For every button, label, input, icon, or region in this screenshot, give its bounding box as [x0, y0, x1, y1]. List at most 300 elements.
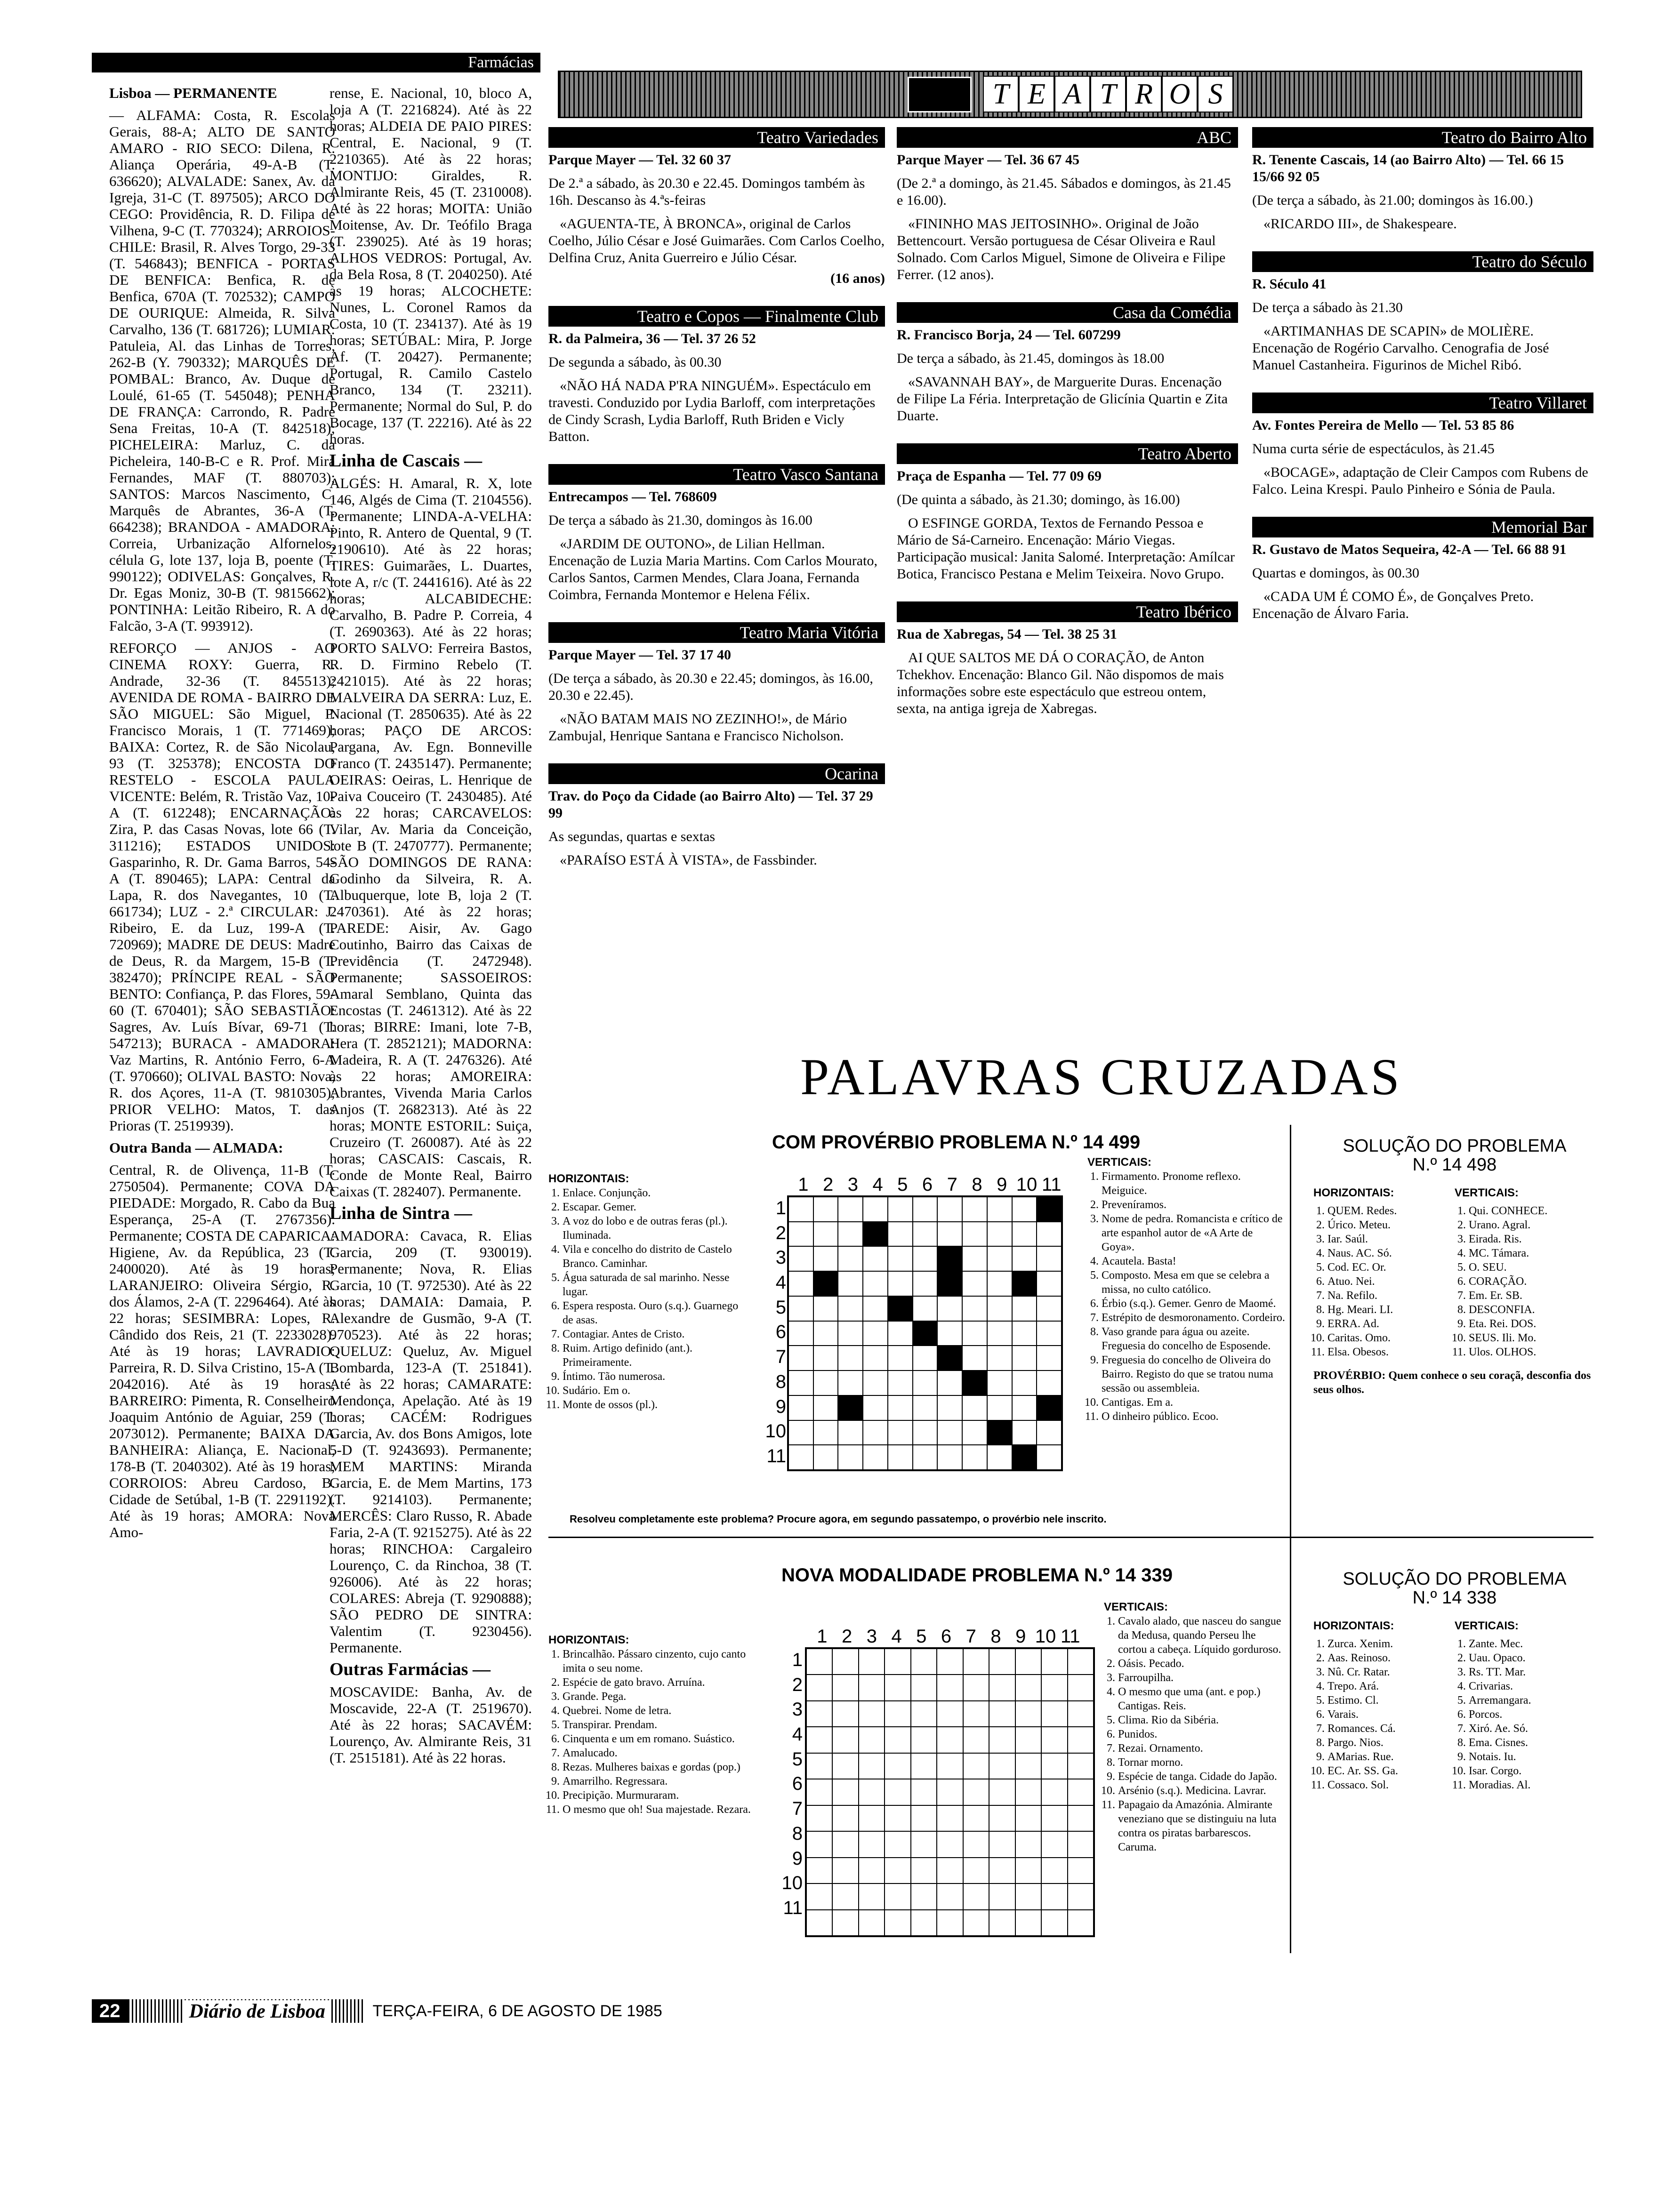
grid-cell[interactable] — [911, 1701, 937, 1727]
grid-cell[interactable] — [937, 1395, 962, 1420]
pharmacy-region-heading: Linha de Sintra — — [330, 1203, 473, 1223]
grid-cell[interactable] — [1068, 1805, 1094, 1831]
grid-cell[interactable] — [888, 1321, 913, 1346]
grid-cell[interactable] — [989, 1831, 1015, 1857]
grid-cell[interactable] — [937, 1883, 963, 1909]
grid-cell[interactable] — [989, 1649, 1015, 1675]
grid-cell[interactable] — [962, 1321, 987, 1346]
grid-cell[interactable] — [913, 1222, 938, 1247]
theatre-listing — [897, 443, 1238, 583]
grid-cell[interactable] — [838, 1222, 863, 1247]
clue-item: 9. Freguesia do concelho de Oliveira do Bairro. Registo do que se tratou numa sessão ou assembleia. — [1102, 1353, 1285, 1395]
grid-cell[interactable] — [911, 1649, 937, 1675]
theatre-play: «ARTIMANHAS DE SCAPIN» de MOLIÈRE. Encenação de Rogério Carvalho. Cenografia de José Manuel Castanheira. Figurinos de Michel Ribó. — [1252, 323, 1549, 373]
grid-cell[interactable] — [885, 1910, 910, 1936]
clue-item: 10. Precipição. Murmuraram. — [563, 1788, 756, 1803]
grid-cell[interactable] — [885, 1701, 910, 1727]
grid-cell[interactable] — [987, 1197, 1012, 1222]
grid-cell[interactable] — [911, 1831, 937, 1857]
grid-col-number: 6 — [941, 1626, 952, 1647]
theatre-address: R. Francisco Borja, 24 — Tel. 607299 — [897, 327, 1121, 343]
grid-cell[interactable] — [859, 1883, 885, 1909]
grid-cell[interactable] — [937, 1805, 963, 1831]
grid-cell[interactable] — [937, 1701, 963, 1727]
grid-cell[interactable] — [859, 1701, 885, 1727]
grid-cell[interactable] — [1068, 1753, 1094, 1779]
grid-cell[interactable] — [859, 1805, 885, 1831]
grid-cell[interactable] — [1015, 1727, 1041, 1753]
grid-cell[interactable] — [788, 1370, 813, 1395]
grid-cell[interactable] — [888, 1246, 913, 1271]
grid-cell[interactable] — [1012, 1197, 1037, 1222]
grid-cell[interactable] — [963, 1727, 989, 1753]
grid-cell[interactable] — [859, 1858, 885, 1883]
solution1 — [1313, 1136, 1596, 1397]
grid-cell[interactable] — [1041, 1883, 1067, 1909]
grid-cell[interactable] — [911, 1805, 937, 1831]
grid-cell[interactable] — [1068, 1910, 1094, 1936]
clue-item: 4. MC. Támara. — [1469, 1246, 1596, 1260]
theatre-name: Teatro do Século — [1252, 251, 1593, 272]
grid-cell[interactable] — [813, 1370, 838, 1395]
grid-cell[interactable] — [1041, 1805, 1067, 1831]
grid-cell[interactable] — [1015, 1910, 1041, 1936]
grid-cell[interactable] — [937, 1649, 963, 1675]
grid-cell[interactable] — [1037, 1271, 1062, 1296]
grid-cell[interactable] — [987, 1346, 1012, 1370]
theatre-age-rating: (16 anos) — [830, 271, 885, 286]
grid-cell[interactable] — [963, 1779, 989, 1805]
grid-cell[interactable] — [962, 1395, 987, 1420]
grid-cell[interactable] — [832, 1858, 858, 1883]
grid-cell[interactable] — [838, 1246, 863, 1271]
grid-block — [937, 1271, 962, 1296]
grid-cell[interactable] — [813, 1246, 838, 1271]
grid-cell[interactable] — [962, 1445, 987, 1470]
grid-cell[interactable] — [1012, 1346, 1037, 1370]
problem2-horizontal-clues — [548, 1633, 756, 1817]
theatre-play: «RICARDO III», de Shakespeare. — [1263, 216, 1457, 232]
grid-cell[interactable] — [963, 1831, 989, 1857]
grid-cell[interactable] — [937, 1831, 963, 1857]
grid-cell[interactable] — [885, 1831, 910, 1857]
grid-cell[interactable] — [788, 1445, 813, 1470]
grid-cell[interactable] — [885, 1675, 910, 1700]
grid-cell[interactable] — [888, 1370, 913, 1395]
grid-cell[interactable] — [962, 1246, 987, 1271]
grid-cell[interactable] — [962, 1271, 987, 1296]
grid-cell[interactable] — [806, 1831, 832, 1857]
grid-col-number: 2 — [822, 1174, 834, 1195]
grid-cell[interactable] — [859, 1831, 885, 1857]
grid-cell[interactable] — [913, 1370, 938, 1395]
theatre-play: «NÃO HÁ NADA P'RA NINGUÉM». Espectáculo em travesti. Conduzido por Lydia Barloff, com interpretações de Cindy Scrash, Lydia Barloff, Ruth Briden e Vicly Batton. — [548, 378, 876, 444]
grid-cell[interactable] — [937, 1727, 963, 1753]
clue-item: 1. Zurca. Xenim. — [1327, 1637, 1455, 1651]
grid-block — [937, 1346, 962, 1370]
grid-cell[interactable] — [863, 1246, 888, 1271]
grid-cell[interactable] — [937, 1445, 962, 1470]
grid-cell[interactable] — [863, 1321, 888, 1346]
grid-cell[interactable] — [963, 1649, 989, 1675]
grid-cell[interactable] — [806, 1910, 832, 1936]
theatre-address: Parque Mayer — Tel. 32 60 37 — [548, 152, 732, 168]
grid-cell[interactable] — [1015, 1753, 1041, 1779]
grid-col-number: 10 — [1016, 1174, 1038, 1195]
grid-cell[interactable] — [806, 1675, 832, 1700]
grid-cell[interactable] — [963, 1910, 989, 1936]
crossword-grid-1[interactable] — [787, 1195, 1063, 1471]
grid-cell[interactable] — [1015, 1675, 1041, 1700]
grid-cell[interactable] — [1015, 1883, 1041, 1909]
grid-cell[interactable] — [788, 1346, 813, 1370]
grid-cell[interactable] — [813, 1346, 838, 1370]
grid-cell[interactable] — [913, 1197, 938, 1222]
grid-cell[interactable] — [963, 1858, 989, 1883]
grid-cell[interactable] — [1012, 1321, 1037, 1346]
grid-cell[interactable] — [806, 1649, 832, 1675]
theatre-listing — [548, 763, 885, 869]
grid-cell[interactable] — [1041, 1701, 1067, 1727]
clue-item: 9. Notais. Iu. — [1469, 1750, 1596, 1764]
grid-cell[interactable] — [963, 1805, 989, 1831]
grid-cell[interactable] — [863, 1197, 888, 1222]
grid-cell[interactable] — [913, 1346, 938, 1370]
grid-cell[interactable] — [913, 1246, 938, 1271]
grid-cell[interactable] — [1037, 1246, 1062, 1271]
grid-cell[interactable] — [911, 1883, 937, 1909]
teatros-banner-letters — [983, 76, 1233, 112]
grid-row-number: 6 — [792, 1773, 803, 1795]
grid-cell[interactable] — [989, 1910, 1015, 1936]
grid-cell[interactable] — [832, 1701, 858, 1727]
theatre-name: Casa da Comédia — [897, 302, 1238, 323]
grid-col-number: 11 — [1060, 1626, 1080, 1647]
grid-cell[interactable] — [1068, 1831, 1094, 1857]
grid-cell[interactable] — [806, 1727, 832, 1753]
grid-cell[interactable] — [832, 1727, 858, 1753]
grid-cell[interactable] — [1037, 1445, 1062, 1470]
grid-cell[interactable] — [1012, 1395, 1037, 1420]
grid-cell[interactable] — [1015, 1649, 1041, 1675]
grid-cell[interactable] — [859, 1675, 885, 1700]
grid-cell[interactable] — [888, 1271, 913, 1296]
grid-cell[interactable] — [813, 1420, 838, 1445]
grid-cell[interactable] — [1041, 1675, 1067, 1700]
grid-cell[interactable] — [838, 1370, 863, 1395]
banner-letter: O — [1162, 76, 1198, 112]
grid-cell[interactable] — [885, 1649, 910, 1675]
grid-row-number: 2 — [775, 1222, 786, 1243]
grid-cell[interactable] — [859, 1779, 885, 1805]
grid-cell[interactable] — [1041, 1753, 1067, 1779]
grid-cell[interactable] — [859, 1753, 885, 1779]
grid-cell[interactable] — [963, 1883, 989, 1909]
clue-item: 1. Enlace. Conjunção. — [563, 1186, 746, 1200]
grid-cell[interactable] — [1012, 1296, 1037, 1321]
grid-cell[interactable] — [989, 1805, 1015, 1831]
grid-cell[interactable] — [838, 1420, 863, 1445]
grid-cell[interactable] — [989, 1701, 1015, 1727]
grid-cell[interactable] — [937, 1753, 963, 1779]
clue-item: 2. Oásis. Pecado. — [1118, 1657, 1285, 1671]
grid-cell[interactable] — [888, 1346, 913, 1370]
grid-cell[interactable] — [806, 1883, 832, 1909]
pharmacy-list: REFORÇO — ANJOS - AO CINEMA ROXY: Guerra, R. Andrade, 32-36 (T. 845513); AVENIDA DE ROMA - BAIRRO DE SÃO MIGUEL: São Miguel, P. Francisco Morais, 1 (T. 771469); BAIXA: Cortez, R. de São Nicolau, 93 (T. 325378); ENCOSTA DO RESTELO - ESCOLA PAULA VICENTE: Belém, R. Tristão Vaz, 10-A (T. 612248); ENCARNAÇÃO: Zira, P. das Casas Novas, lote 66 (T. 311216); ESTADOS UNIDOS: Gasparinho, R. Dr. Gama Barros, 54-A (T. 890465); LAPA: Central da Lapa, R. dos Navegantes, 10 (T. 661734); LUZ - 2.ª CIRCULAR: J. Ribeiro, E. da Luz, 199-A (T. 720969); MADRE DE DEUS: Madre de Deus, R. da Margem, 15-B (T. 382470); PRÍNCIPE REAL - SÃO BENTO: Confiança, P. das Flores, 59-60 (T. 670401); SÃO SEBASTIÃO: Sagres, Av. Luís Bívar, 69-71 (T. 547213); BURACA - AMADORA: Vaz Martins, R. António Ferro, 6-A (T. 970660); OLIVAL BASTO: Nova, R. dos Açores, 11-A (T. 9810305); PRIOR VELHO: Matos, T. das Prioras (T. 2519939). — [109, 640, 335, 1134]
grid-cell[interactable] — [913, 1395, 938, 1420]
clue-item: 2. Escapar. Gemer. — [563, 1200, 746, 1214]
grid-cell[interactable] — [937, 1910, 963, 1936]
grid-cell[interactable] — [911, 1675, 937, 1700]
grid-cell[interactable] — [838, 1445, 863, 1470]
grid-cell[interactable] — [937, 1197, 962, 1222]
grid-cell[interactable] — [885, 1727, 910, 1753]
grid-cell[interactable] — [1041, 1858, 1067, 1883]
grid-cell[interactable] — [788, 1271, 813, 1296]
grid-cell[interactable] — [1015, 1779, 1041, 1805]
grid-cell[interactable] — [863, 1395, 888, 1420]
theatre-listing — [1252, 127, 1593, 232]
grid-cell[interactable] — [859, 1727, 885, 1753]
grid-cell[interactable] — [987, 1321, 1012, 1346]
grid-cell[interactable] — [788, 1321, 813, 1346]
grid-cell[interactable] — [963, 1675, 989, 1700]
grid-cell[interactable] — [863, 1271, 888, 1296]
grid-cell[interactable] — [788, 1420, 813, 1445]
grid-cell[interactable] — [832, 1831, 858, 1857]
theatre-name: Teatro Villaret — [1252, 393, 1593, 413]
grid-cell[interactable] — [859, 1649, 885, 1675]
theatre-listing — [1252, 517, 1593, 622]
grid-cell[interactable] — [863, 1296, 888, 1321]
grid-cell[interactable] — [1041, 1910, 1067, 1936]
grid-cell[interactable] — [1068, 1649, 1094, 1675]
theatre-name: Teatro do Bairro Alto — [1252, 127, 1593, 148]
grid-col-number: 10 — [1035, 1626, 1056, 1647]
grid-cell[interactable] — [937, 1296, 962, 1321]
clue-item: 6. Varais. — [1327, 1707, 1455, 1722]
grid-cell[interactable] — [987, 1370, 1012, 1395]
grid-cell[interactable] — [962, 1346, 987, 1370]
grid-cell[interactable] — [838, 1346, 863, 1370]
grid-cell[interactable] — [832, 1805, 858, 1831]
grid-cell[interactable] — [937, 1858, 963, 1883]
grid-cell[interactable] — [1037, 1222, 1062, 1247]
grid-cell[interactable] — [788, 1395, 813, 1420]
grid-cell[interactable] — [937, 1222, 962, 1247]
grid-cell[interactable] — [885, 1858, 910, 1883]
grid-cell[interactable] — [832, 1753, 858, 1779]
grid-cell[interactable] — [987, 1222, 1012, 1247]
grid-cell[interactable] — [913, 1445, 938, 1470]
grid-cell[interactable] — [1037, 1370, 1062, 1395]
grid-block — [937, 1246, 962, 1271]
grid-cell[interactable] — [911, 1753, 937, 1779]
grid-cell[interactable] — [913, 1271, 938, 1296]
grid-cell[interactable] — [987, 1246, 1012, 1271]
grid-cell[interactable] — [885, 1883, 910, 1909]
grid-cell[interactable] — [813, 1222, 838, 1247]
grid-cell[interactable] — [859, 1910, 885, 1936]
theatre-name: Teatro Variedades — [548, 127, 885, 148]
clue-item: 6. Punidos. — [1118, 1727, 1285, 1741]
clue-item: 4. Quebrei. Nome de letra. — [563, 1704, 756, 1718]
pharmacy-list: Central, R. de Olivença, 11-B (T. 2750504). Permanente; COVA DA PIEDADE: Morgado, R. Cabo da Bua Esperança, 25-A (T. 2767356). Permanente; COSTA DE CAPARICA: Higiene, Av. da República, 23 (T. 2400020). Até às 19 horas; LARANJEIRO: Oliveira Sérgio, R. dos Álamos, 2-A (T. 2296464). Até às 22 horas; SESIMBRA: Lopes, R. Cândido dos Reis, 21 (T. 2233028). Até às 19 horas; LAVRADIO: Parreira, R. D. Silva Cristino, 15-A (T. 2042016). Até às 19 horas; BARREIRO: Pimenta, R. Conselheiro Joaquim António de Aguiar, 259 (T. 2073012). Permanente; BAIXA DA BANHEIRA: Aliança, E. Nacional, 178-B (T. 2040302). Até às 19 horas; CORROIOS: Abreu Cardoso, B. Cidade de Setúbal, 1-B (T. 2291192). Até às 19 horas; AMORA: Nova Amo- — [109, 1162, 335, 1540]
grid-cell[interactable] — [989, 1675, 1015, 1700]
grid-cell[interactable] — [1068, 1883, 1094, 1909]
grid-cell[interactable] — [813, 1197, 838, 1222]
grid-cell[interactable] — [911, 1858, 937, 1883]
grid-cell[interactable] — [838, 1197, 863, 1222]
grid-cell[interactable] — [863, 1420, 888, 1445]
solution2-v-label: VERTICAIS: — [1455, 1619, 1519, 1632]
pharmacy-list: MOSCAVIDE: Banha, Av. de Moscavide, 22-A (T. 2519670). Até às 22 horas; SACAVÉM: Lourenço, Av. Almirante Reis, 31 (T. 2515181). Até às 22 horas. — [330, 1683, 532, 1766]
grid-cell[interactable] — [989, 1779, 1015, 1805]
clue-item: 1. Brincalhão. Pássaro cinzento, cujo canto imita o seu nome. — [563, 1647, 756, 1675]
grid-cell[interactable] — [962, 1197, 987, 1222]
grid-cell[interactable] — [1041, 1727, 1067, 1753]
grid-cell[interactable] — [813, 1445, 838, 1470]
grid-cell[interactable] — [788, 1197, 813, 1222]
grid-cell[interactable] — [1015, 1858, 1041, 1883]
grid-cell[interactable] — [963, 1753, 989, 1779]
grid-cell[interactable] — [1012, 1420, 1037, 1445]
grid-cell[interactable] — [863, 1346, 888, 1370]
grid-cell[interactable] — [888, 1395, 913, 1420]
grid-cell[interactable] — [832, 1883, 858, 1909]
grid-cell[interactable] — [832, 1779, 858, 1805]
problem1-horizontal-clues — [548, 1172, 746, 1412]
grid-cell[interactable] — [937, 1420, 962, 1445]
grid-cell[interactable] — [1012, 1370, 1037, 1395]
grid-cell[interactable] — [1041, 1779, 1067, 1805]
grid-cell[interactable] — [987, 1296, 1012, 1321]
grid-cell[interactable] — [989, 1883, 1015, 1909]
grid-cell[interactable] — [863, 1370, 888, 1395]
grid-cell[interactable] — [913, 1296, 938, 1321]
grid-cell[interactable] — [806, 1779, 832, 1805]
grid-cell[interactable] — [806, 1858, 832, 1883]
grid-cell[interactable] — [1068, 1701, 1094, 1727]
grid-cell[interactable] — [1037, 1321, 1062, 1346]
grid-cell[interactable] — [937, 1779, 963, 1805]
grid-cell[interactable] — [1068, 1727, 1094, 1753]
grid-cell[interactable] — [813, 1296, 838, 1321]
grid-cell[interactable] — [888, 1197, 913, 1222]
grid-cell[interactable] — [806, 1701, 832, 1727]
grid-cell[interactable] — [962, 1420, 987, 1445]
grid-cell[interactable] — [1037, 1420, 1062, 1445]
grid-cell[interactable] — [911, 1779, 937, 1805]
grid-cell[interactable] — [838, 1271, 863, 1296]
clue-item: 3. Rs. TT. Mar. — [1469, 1665, 1596, 1679]
grid-cell[interactable] — [885, 1805, 910, 1831]
grid-cell[interactable] — [1037, 1296, 1062, 1321]
grid-cell[interactable] — [987, 1445, 1012, 1470]
grid-cell[interactable] — [838, 1296, 863, 1321]
grid-cell[interactable] — [937, 1675, 963, 1700]
theatre-address: Praça de Espanha — Tel. 77 09 69 — [897, 468, 1102, 484]
grid-cell[interactable] — [937, 1321, 962, 1346]
grid-cell[interactable] — [863, 1445, 888, 1470]
pharmacy-list: ALGÉS: H. Amaral, R. X, lote 146, Algés de Cima (T. 2104556). Permanente; LINDA-A-VELHA: Pinto, R. Antero de Quental, 9 (T. 2190610). Até às 22 horas; TIRES: Guimarães, L. Duartes, lote A, r/c (T. 2441616). Até às 22 horas; ALCABIDECHE: Carvalho, B. Padre P. Correia, 4 (T. 2690363). Até às 22 horas; PORTO SALVO: Ferreira Bastos, R. D. Firmino Rebelo (T. 2421015). Até às 22 horas; MALVEIRA DA SERRA: Luz, E. Nacional (T. 2850635). Até às 22 horas; PAÇO DE ARCOS: Pargana, Av. Egn. Bonneville Franco (T. 2435147). Permanente; OEIRAS: Oeiras, L. Henrique de Paiva Couceiro (T. 2430485). Até às 22 horas; CARCAVELOS: Vilar, Av. Maria da Conceição, lote B (T. 2470777). Permanente; SÃO DOMINGOS DE RANA: Godinho da Silveira, R. A. Albuquerque, lote B, loja 2 (T. 2470361). Até às 22 horas; PAREDE: Aisir, Av. Gago Coutinho, Bairro das Caixas de Previdência (T. 2472948). Permanente; SASSOEIROS: Amaral Semblano, Quinta das Encostas (T. 2461312). Até às 22 horas; BIRRE: Imani, lote 7-B, Hera (T. 2852121); MADORNA: Madeira, R. A (T. 2476326). Até às 22 horas; AMOREIRA: Abrantes, Vivenda Maria Carlos Anjos (T. 2682313). Até às 22 horas; MONTE ESTORIL: Suiça, Cruzeiro (T. 260087). Até às 22 horas; CASCAIS: Cascais, R. Conde de Monte Real, Bairro Caixas (T. 282407). Permanente. — [330, 475, 532, 1200]
grid-cell[interactable] — [1068, 1675, 1094, 1700]
theatre-schedule: Numa curta série de espectáculos, às 21.45 — [1252, 441, 1495, 457]
grid-cell[interactable] — [888, 1420, 913, 1445]
theatre-address: R. Século 41 — [1252, 276, 1327, 292]
grid-cell[interactable] — [788, 1296, 813, 1321]
clue-item: 6. CORAÇÃO. — [1469, 1274, 1596, 1289]
grid-col-number: 4 — [872, 1174, 883, 1195]
grid-cell[interactable] — [962, 1222, 987, 1247]
grid-cell[interactable] — [1012, 1246, 1037, 1271]
clue-item: 6. Porcos. — [1469, 1707, 1596, 1722]
grid-cell[interactable] — [888, 1445, 913, 1470]
grid-cell[interactable] — [1068, 1858, 1094, 1883]
grid-row-number: 3 — [792, 1699, 803, 1720]
grid-cell[interactable] — [1037, 1346, 1062, 1370]
grid-cell[interactable] — [1041, 1649, 1067, 1675]
grid-cell[interactable] — [911, 1727, 937, 1753]
grid-cell[interactable] — [989, 1753, 1015, 1779]
grid-cell[interactable] — [885, 1779, 910, 1805]
grid-cell[interactable] — [987, 1271, 1012, 1296]
clue-item: 10. EC. Ar. SS. Ga. — [1327, 1764, 1455, 1778]
grid-cell[interactable] — [1068, 1779, 1094, 1805]
clue-item: 5. Estimo. Cl. — [1327, 1693, 1455, 1707]
grid-cell[interactable] — [1015, 1805, 1041, 1831]
teatros-logo-icon — [908, 77, 972, 112]
grid-cell[interactable] — [1012, 1222, 1037, 1247]
grid-cell[interactable] — [832, 1675, 858, 1700]
grid-cell[interactable] — [989, 1727, 1015, 1753]
grid-cell[interactable] — [963, 1701, 989, 1727]
grid-cell[interactable] — [885, 1753, 910, 1779]
grid-cell[interactable] — [1015, 1831, 1041, 1857]
grid-row-number: 4 — [792, 1724, 803, 1745]
grid-col-number: 9 — [1015, 1626, 1026, 1647]
clue-item: 2. Aas. Reinoso. — [1327, 1651, 1455, 1665]
crossword-grid-2[interactable] — [805, 1647, 1095, 1937]
grid-cell[interactable] — [913, 1420, 938, 1445]
problem1-vertical-clues — [1087, 1155, 1285, 1424]
grid-cell[interactable] — [788, 1246, 813, 1271]
grid-cell[interactable] — [888, 1222, 913, 1247]
grid-cell[interactable] — [989, 1858, 1015, 1883]
theatre-schedule: (De terça a sábado, às 21.00; domingos às 16.00.) — [1252, 192, 1533, 208]
grid-col-number: 9 — [997, 1174, 1007, 1195]
grid-cell[interactable] — [806, 1753, 832, 1779]
grid-cell[interactable] — [1015, 1701, 1041, 1727]
grid-cell[interactable] — [937, 1370, 962, 1395]
grid-cell[interactable] — [838, 1321, 863, 1346]
grid-cell[interactable] — [1041, 1831, 1067, 1857]
grid-cell[interactable] — [813, 1395, 838, 1420]
grid-cell[interactable] — [832, 1910, 858, 1936]
grid-cell[interactable] — [987, 1395, 1012, 1420]
theatre-listing — [897, 127, 1238, 283]
grid-row-number: 2 — [792, 1674, 803, 1695]
clue-item: 8. Hg. Meari. LI. — [1327, 1303, 1455, 1317]
theatre-schedule: (De 2.ª a domingo, às 21.45. Sábados e domingos, às 21.45 e 16.00). — [897, 176, 1231, 208]
grid-cell[interactable] — [813, 1321, 838, 1346]
grid-cell[interactable] — [832, 1649, 858, 1675]
theatre-address: Trav. do Poço da Cidade (ao Bairro Alto) — Tel. 37 29 99 — [548, 788, 873, 821]
grid-cell[interactable] — [806, 1805, 832, 1831]
grid-cell[interactable] — [962, 1296, 987, 1321]
grid-cell[interactable] — [788, 1222, 813, 1247]
grid-cell[interactable] — [911, 1910, 937, 1936]
